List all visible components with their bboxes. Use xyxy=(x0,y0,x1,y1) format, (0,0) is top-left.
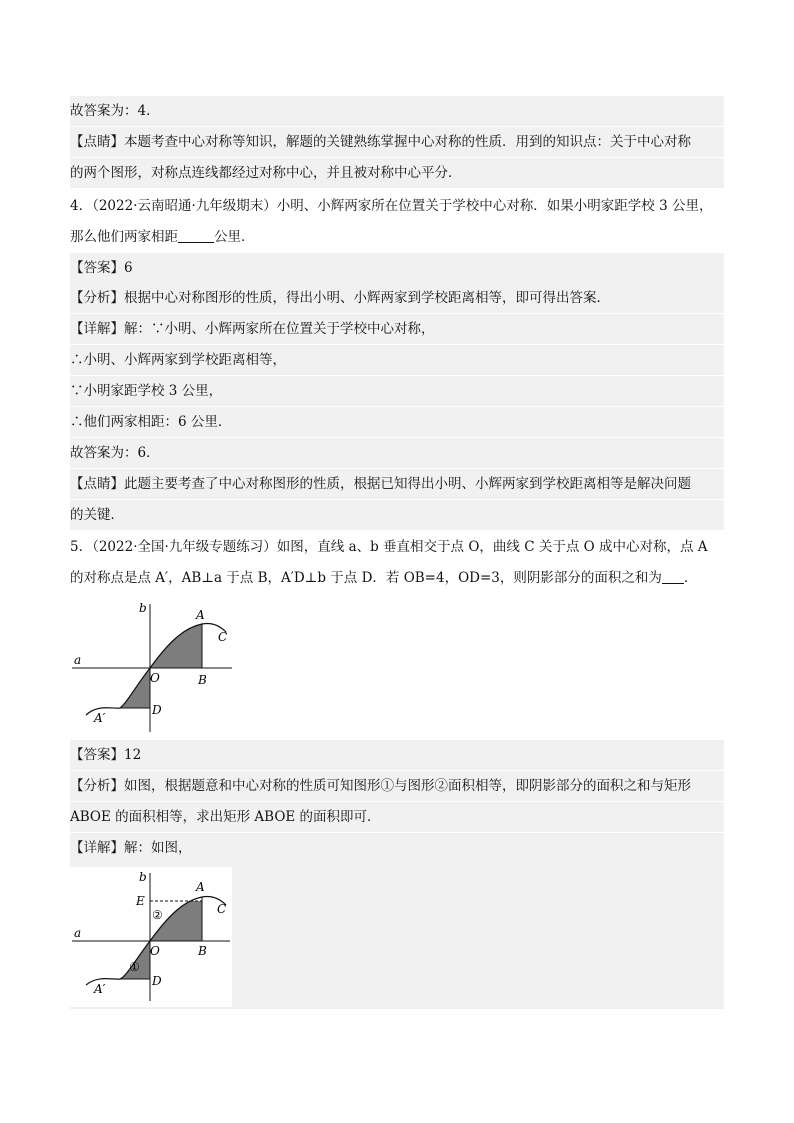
label-b: b xyxy=(139,601,147,615)
solution-line-2 xyxy=(70,345,724,375)
text: 的关键． xyxy=(70,507,124,523)
label-a-point: A xyxy=(196,608,205,622)
comment-line-1 xyxy=(70,127,724,157)
text: 4．（2022·云南昭通·九年级期末）小明、小辉两家所在位置关于学校中心对称．如果小明家距学校 3 公里， xyxy=(70,198,713,214)
label-region-1: ① xyxy=(129,960,140,974)
label-region-2: ② xyxy=(152,908,163,922)
text: 公里． xyxy=(214,229,255,245)
question-5-line-1 xyxy=(70,532,724,562)
solution-line-4 xyxy=(70,407,724,437)
text: ． xyxy=(683,570,698,586)
text: 的对称点是点 A′，AB⊥a 于点 B，A′D⊥b 于点 D．若 OB=4，OD=3，则阴影部分的面积之和为 xyxy=(70,570,662,586)
question-4-line-1 xyxy=(70,191,724,221)
comment-line-1 xyxy=(70,469,724,499)
solution-line xyxy=(70,833,724,867)
analysis-line-1 xyxy=(70,771,724,801)
shaded-region-right xyxy=(150,624,202,668)
label-a-point: A xyxy=(196,880,205,894)
text: 【点睛】本题考查中心对称等知识，解题的关键熟练掌握中心对称的性质．用到的知识点：关于中心对称 xyxy=(70,134,691,150)
text: ∴他们两家相距：6 公里． xyxy=(70,414,232,430)
text: 5．（2022·全国·九年级专题练习）如图，直线 a、b 垂直相交于点 O，曲线 C 关于点 O 成中心对称，点 A xyxy=(70,539,708,555)
question-4-line-2 xyxy=(70,222,724,252)
label-o: O xyxy=(150,944,160,958)
text: 【答案】6 xyxy=(70,260,133,276)
answer-line xyxy=(70,740,724,770)
text: 故答案为：4． xyxy=(70,103,160,119)
label-b: b xyxy=(139,870,147,884)
text: 的两个图形，对称点连线都经过对称中心，并且被对称中心平分． xyxy=(70,165,462,181)
text: 那么他们两家相距 xyxy=(70,229,178,245)
question-5-line-2 xyxy=(70,563,724,593)
answer-line xyxy=(70,96,724,126)
question-figure xyxy=(70,600,235,735)
label-d: D xyxy=(152,974,162,988)
text: ∴小明、小辉两家到学校距离相等， xyxy=(70,352,286,368)
text: 【详解】解：∵小明、小辉两家所在位置关于学校中心对称， xyxy=(70,321,435,337)
label-c: C xyxy=(217,902,227,916)
text: 【详解】解：如图， xyxy=(70,840,192,856)
text: 【点睛】此题主要考查了中心对称图形的性质，根据已知得出小明、小辉两家到学校距离相等是解决问题 xyxy=(70,476,691,492)
label-c: C xyxy=(218,630,228,644)
text: 故答案为：6． xyxy=(70,445,160,461)
label-d: D xyxy=(152,703,162,717)
answer-blank xyxy=(662,567,684,584)
analysis-line-2 xyxy=(70,802,724,832)
text: ∵小明家距学校 3 公里， xyxy=(70,383,223,399)
label-o: O xyxy=(150,671,160,685)
final-answer-line xyxy=(70,438,724,468)
label-a-line: a xyxy=(74,653,82,667)
label-a-line: a xyxy=(74,926,82,940)
comment-line-2 xyxy=(70,158,724,188)
text: ABOE 的面积相等，求出矩形 ABOE 的面积即可． xyxy=(70,809,381,825)
text: 【答案】12 xyxy=(70,747,142,763)
label-a-prime: A′ xyxy=(94,711,106,725)
label-point-b: B xyxy=(198,944,207,958)
comment-line-2 xyxy=(70,500,724,530)
answer-blank xyxy=(178,226,214,243)
curve-c xyxy=(86,623,226,715)
answer-line xyxy=(70,253,724,283)
label-a-prime: A′ xyxy=(94,982,106,996)
text: 【分析】如图，根据题意和中心对称的性质可知图形①与图形②面积相等，即阴影部分的面积之和与矩形 xyxy=(70,778,691,794)
text: 【分析】根据中心对称图形的性质，得出小明、小辉两家到学校距离相等，即可得出答案． xyxy=(70,290,610,306)
solution-figure xyxy=(70,867,232,1007)
label-point-b: B xyxy=(198,673,207,687)
analysis-line xyxy=(70,283,724,313)
label-e: E xyxy=(136,894,145,908)
solution-line-3 xyxy=(70,376,724,406)
solution-line-1 xyxy=(70,314,724,344)
